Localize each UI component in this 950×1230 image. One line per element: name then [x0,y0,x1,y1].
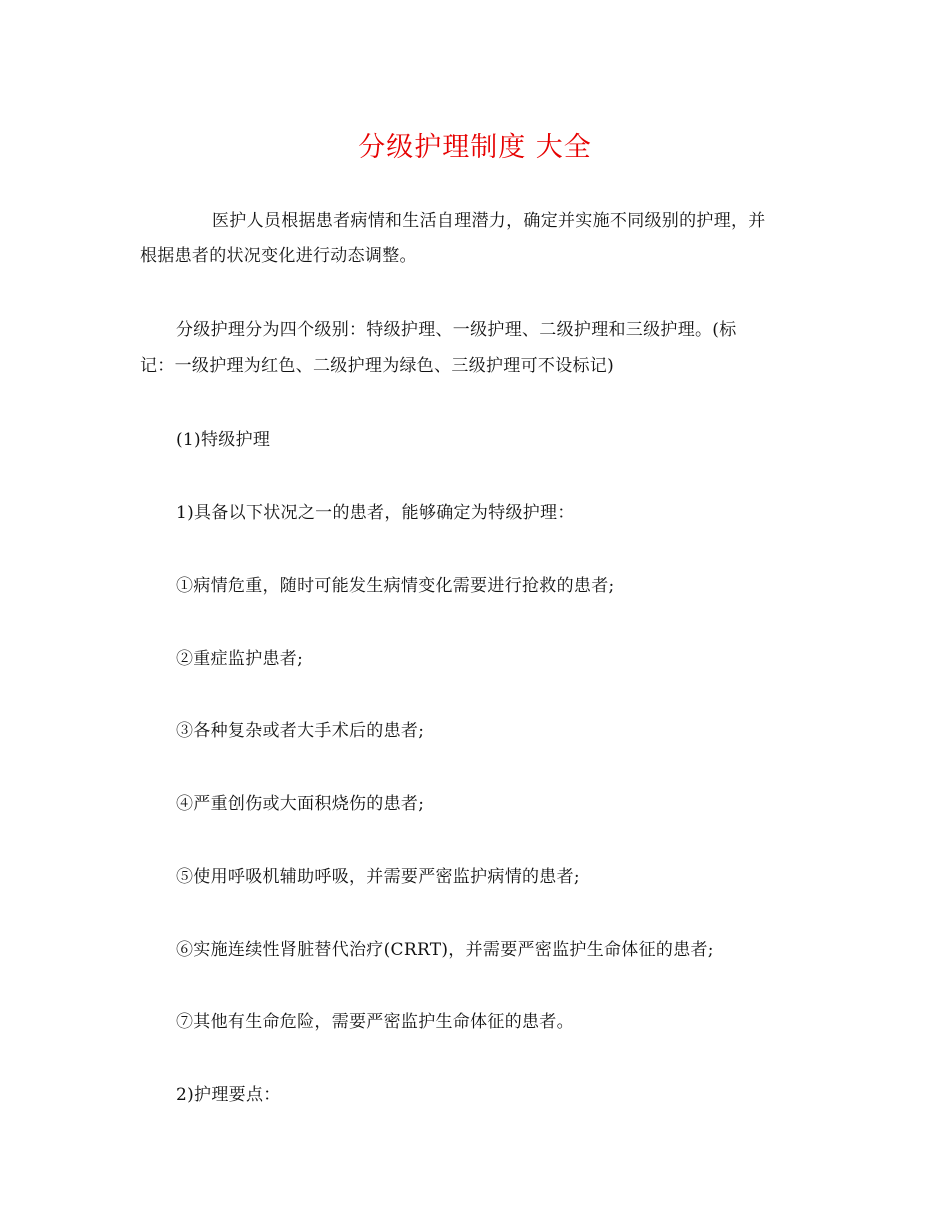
criteria-item-5: ⑤使用呼吸机辅助呼吸，并需要严密监护病情的患者; [176,867,580,887]
care-points-heading: 2)护理要点： [176,1085,281,1105]
section-heading-special-care: (1)特级护理 [176,430,271,450]
levels-paragraph-line-1: 分级护理分为四个级别：特级护理、一级护理、二级护理和三级护理。(标 [176,320,737,340]
levels-paragraph-line-2: 记：一级护理为红色、二级护理为绿色、三级护理可不设标记) [140,356,615,376]
intro-paragraph-line-2: 根据患者的状况变化进行动态调整。 [140,246,417,266]
criteria-heading: 1)具备以下状况之一的患者，能够确定为特级护理： [176,503,575,523]
criteria-item-7: ⑦其他有生命危险，需要严密监护生命体征的患者。 [176,1012,574,1032]
criteria-item-1: ①病情危重，随时可能发生病情变化需要进行抢救的患者; [176,576,615,596]
intro-paragraph-line-1: 医护人员根据患者病情和生活自理潜力，确定并实施不同级别的护理，并 [212,211,766,231]
document-title: 分级护理制度 大全 [358,132,592,163]
criteria-item-3: ③各种复杂或者大手术后的患者; [176,721,425,741]
criteria-item-6: ⑥实施连续性肾脏替代治疗(CRRT)，并需要严密监护生命体征的患者; [176,940,714,960]
criteria-item-2: ②重症监护患者; [176,649,304,669]
criteria-item-4: ④严重创伤或大面积烧伤的患者; [176,794,425,814]
